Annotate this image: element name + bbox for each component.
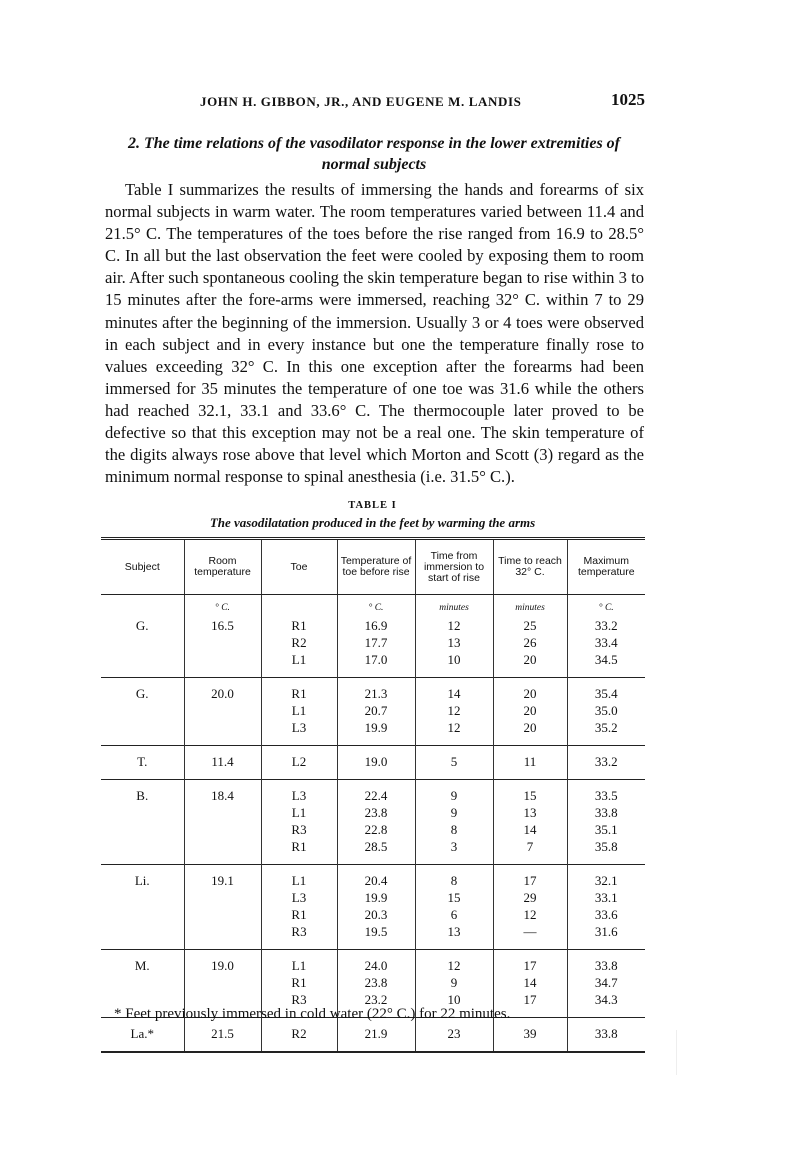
table-row [101,719,645,746]
time-to-reach-32-cell: 15 [493,780,567,805]
unit-cell-toe [261,595,337,618]
time-to-reach-32-cell: 17 [493,991,567,1018]
subject-cell [101,702,184,719]
running-head-authors: JOHN H. GIBBON, JR., AND EUGENE M. LANDIS [200,94,522,109]
room-temperature-cell [184,821,261,838]
unit-cell-temperature-before-rise: ° C. [337,595,415,618]
room-temperature-cell: 16.5 [184,617,261,634]
maximum-temperature-cell: 33.2 [567,617,645,634]
room-temperature-cell [184,923,261,950]
time-to-reach-32-cell: 29 [493,889,567,906]
table-row [101,651,645,678]
table-row [101,838,645,865]
temperature-before-rise-cell: 23.8 [337,804,415,821]
unit-cell-time-to-reach-32: minutes [493,595,567,618]
subject-cell [101,923,184,950]
toe-cell: L1 [261,865,337,890]
time-to-reach-32-cell: 20 [493,702,567,719]
maximum-temperature-cell: 34.3 [567,991,645,1018]
time-to-reach-32-cell: 20 [493,651,567,678]
room-temperature-cell: 21.5 [184,1018,261,1053]
subject-cell: B. [101,780,184,805]
room-temperature-cell [184,634,261,651]
maximum-temperature-cell: 35.1 [567,821,645,838]
toe-cell: L2 [261,746,337,780]
temperature-before-rise-cell: 23.2 [337,991,415,1018]
time-to-start-of-rise-cell: 9 [415,804,493,821]
temperature-before-rise-cell: 17.0 [337,651,415,678]
room-temperature-cell [184,906,261,923]
time-to-start-of-rise-cell: 14 [415,678,493,703]
toe-cell: R2 [261,1018,337,1053]
time-to-reach-32-cell: 25 [493,617,567,634]
temperature-before-rise-cell: 22.4 [337,780,415,805]
time-to-start-of-rise-cell: 8 [415,865,493,890]
room-temperature-cell [184,651,261,678]
subject-cell: T. [101,746,184,780]
toe-cell: R3 [261,923,337,950]
maximum-temperature-cell: 33.5 [567,780,645,805]
subject-cell: M. [101,950,184,975]
temperature-before-rise-cell: 28.5 [337,838,415,865]
room-temperature-cell: 19.0 [184,950,261,975]
room-temperature-cell: 18.4 [184,780,261,805]
subject-cell [101,821,184,838]
maximum-temperature-cell: 33.2 [567,746,645,780]
time-to-start-of-rise-cell: 8 [415,821,493,838]
body-paragraph: Table I summarizes the results of immersing the hands and forearms of six normal subjects in warm water. The room temperatures varied between 11.4 and 21.5° C. The temperatures of the toes before the rise ranged from 16.9 to 28.5° C. In all but the last observation the feet were cooled by exposing them to room air. After such spontaneous cooling the skin temperature began to rise within 3 to 15 minutes after the fore-arms were immersed, reaching 32° C. within 7 to 29 minutes after the beginning of the immersion. Usually 3 or 4 toes were observed in each subject and in every instance but one the temperature finally rose to values exceeding 32° C. In this one exception after the forearms had been immersed for 35 minutes the temperature of one toe was 31.6 while the others had reached 32.1, 33.1 and 33.6° C. The thermocouple later proved to be defective so that this exception may not be a real one. The skin temperature of the digits always rose above that level which Morton and Scott (3) regard as the minimum normal response to spinal anesthesia (i.e. 31.5° C.). [105,180,644,487]
toe-cell: R1 [261,838,337,865]
toe-cell: R3 [261,991,337,1018]
table-caption: The vasodilatation produced in the feet by warming the arms [209,515,536,530]
temperature-before-rise-cell: 22.8 [337,821,415,838]
maximum-temperature-cell: 31.6 [567,923,645,950]
table-row [101,746,645,780]
toe-cell: R3 [261,821,337,838]
temperature-before-rise-cell: 24.0 [337,950,415,975]
col-header-time-to-start-of-rise: Time from immersion to start of rise [415,539,493,595]
col-header-time-to-reach-32: Time to reach 32° C. [493,539,567,595]
maximum-temperature-cell: 33.6 [567,906,645,923]
room-temperature-cell: 11.4 [184,746,261,780]
time-to-start-of-rise-cell: 6 [415,906,493,923]
time-to-reach-32-cell: 11 [493,746,567,780]
time-to-start-of-rise-cell: 23 [415,1018,493,1053]
temperature-before-rise-cell: 17.7 [337,634,415,651]
toe-cell: L1 [261,651,337,678]
time-to-start-of-rise-cell: 12 [415,719,493,746]
temperature-before-rise-cell: 20.3 [337,906,415,923]
temperature-before-rise-cell: 20.4 [337,865,415,890]
time-to-reach-32-cell: — [493,923,567,950]
toe-cell: R1 [261,974,337,991]
maximum-temperature-cell: 33.4 [567,634,645,651]
subject-cell: La.* [101,1018,184,1053]
col-header-room-temperature: Room temperature [184,539,261,595]
maximum-temperature-cell: 33.8 [567,804,645,821]
time-to-reach-32-cell: 17 [493,950,567,975]
scan-mark [676,1030,677,1075]
room-temperature-cell: 19.1 [184,865,261,890]
room-temperature-cell [184,702,261,719]
toe-cell: R1 [261,906,337,923]
subject-cell [101,974,184,991]
col-header-maximum-temperature: Maximum temperature [567,539,645,595]
subject-cell: Li. [101,865,184,890]
time-to-start-of-rise-cell: 3 [415,838,493,865]
table-row [101,974,645,991]
room-temperature-cell: 20.0 [184,678,261,703]
subject-cell [101,838,184,865]
toe-cell: R1 [261,617,337,634]
toe-cell: R1 [261,678,337,703]
unit-cell-maximum-temperature: ° C. [567,595,645,618]
maximum-temperature-cell: 33.1 [567,889,645,906]
subject-cell: G. [135,618,149,633]
subject-cell [101,889,184,906]
time-to-start-of-rise-cell: 12 [415,950,493,975]
time-to-reach-32-cell: 39 [493,1018,567,1053]
maximum-temperature-cell: 34.7 [567,974,645,991]
unit-cell-subject [101,595,184,618]
table-row [101,617,645,634]
subject-cell [101,719,184,746]
time-to-start-of-rise-cell: 10 [415,991,493,1018]
room-temperature-cell [184,974,261,991]
col-header-temperature-before-rise: Temperature of toe before rise [337,539,415,595]
time-to-reach-32-cell: 14 [493,974,567,991]
time-to-start-of-rise-cell: 13 [415,923,493,950]
temperature-before-rise-cell: 16.9 [337,617,415,634]
table-label: TABLE I [348,500,397,511]
room-temperature-cell [184,889,261,906]
table-row [101,821,645,838]
table-header-row [101,539,645,595]
table-row [101,889,645,906]
toe-cell: L1 [261,804,337,821]
maximum-temperature-cell: 32.1 [567,865,645,890]
temperature-before-rise-cell: 21.9 [337,1018,415,1053]
units-row [101,595,645,618]
maximum-temperature-cell: 34.5 [567,651,645,678]
subject-cell [101,804,184,821]
time-to-start-of-rise-cell: 15 [415,889,493,906]
time-to-start-of-rise-cell: 5 [415,746,493,780]
time-to-reach-32-cell: 13 [493,804,567,821]
maximum-temperature-cell: 33.8 [567,1018,645,1053]
subject-cell [101,906,184,923]
toe-cell: L3 [261,719,337,746]
maximum-temperature-cell: 35.4 [567,678,645,703]
temperature-before-rise-cell: 20.7 [337,702,415,719]
time-to-start-of-rise-cell: 9 [415,974,493,991]
data-table [101,537,645,1053]
room-temperature-cell [184,804,261,821]
time-to-start-of-rise-cell: 10 [415,651,493,678]
room-temperature-cell [184,719,261,746]
footnote: * Feet previously immersed in cold water (22° C.) for 22 minutes. [114,1006,511,1022]
time-to-start-of-rise-cell: 12 [415,617,493,634]
toe-cell: L1 [261,950,337,975]
time-to-reach-32-cell: 17 [493,865,567,890]
table-row [101,950,645,975]
unit-cell-room-temperature: ° C. [184,595,261,618]
temperature-before-rise-cell: 19.0 [337,746,415,780]
temperature-before-rise-cell: 19.5 [337,923,415,950]
temperature-before-rise-cell: 23.8 [337,974,415,991]
subject-cell [101,634,184,651]
time-to-reach-32-cell: 26 [493,634,567,651]
table-row [101,923,645,950]
time-to-reach-32-cell: 20 [493,719,567,746]
toe-cell: L3 [261,889,337,906]
time-to-start-of-rise-cell: 13 [415,634,493,651]
col-header-subject: Subject [101,539,184,595]
table-row [101,804,645,821]
temperature-before-rise-cell: 21.3 [337,678,415,703]
maximum-temperature-cell: 35.8 [567,838,645,865]
temperature-before-rise-cell: 19.9 [337,889,415,906]
temperature-before-rise-cell: 19.9 [337,719,415,746]
toe-cell: L1 [261,702,337,719]
table-row [101,780,645,805]
time-to-reach-32-cell: 14 [493,821,567,838]
time-to-reach-32-cell: 12 [493,906,567,923]
room-temperature-cell [184,838,261,865]
page-number: 1025 [611,90,645,109]
table-body [101,595,645,1053]
section-title: 2. The time relations of the vasodilator response in the lower extremities of normal subjects [128,135,620,173]
maximum-temperature-cell: 35.2 [567,719,645,746]
time-to-reach-32-cell: 20 [493,678,567,703]
table-row [101,634,645,651]
time-to-reach-32-cell: 7 [493,838,567,865]
toe-cell: R2 [261,634,337,651]
subject-cell: G. [101,678,184,703]
maximum-temperature-cell: 35.0 [567,702,645,719]
time-to-start-of-rise-cell: 9 [415,780,493,805]
table-row [101,906,645,923]
unit-cell-time-to-start-of-rise: minutes [415,595,493,618]
table-row [101,678,645,703]
maximum-temperature-cell: 33.8 [567,950,645,975]
time-to-start-of-rise-cell: 12 [415,702,493,719]
table-row [101,702,645,719]
col-header-toe: Toe [261,539,337,595]
running-head [100,90,645,112]
subject-cell [101,651,184,678]
table-row [101,865,645,890]
toe-cell: L3 [261,780,337,805]
